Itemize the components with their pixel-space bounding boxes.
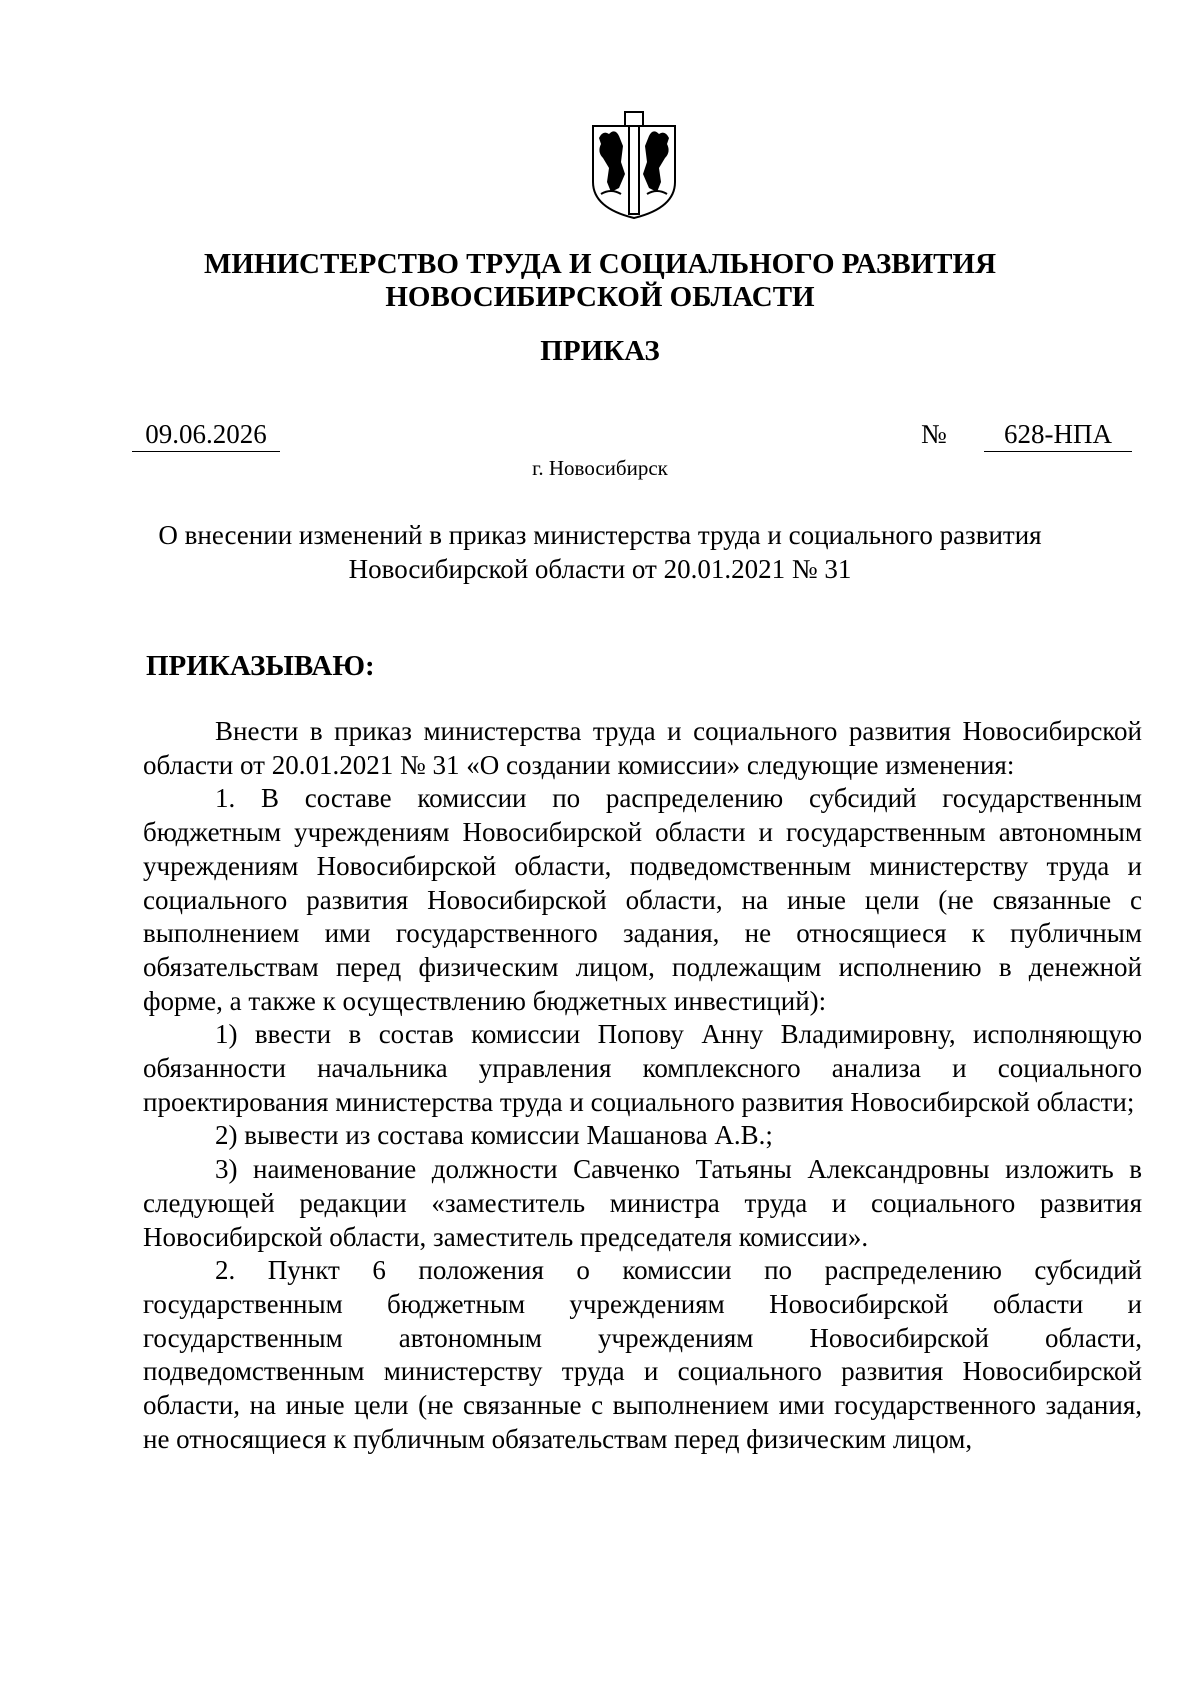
order-date: 09.06.2026 — [132, 418, 280, 452]
coat-of-arms-icon — [587, 110, 681, 220]
body-paragraph: 2. Пункт 6 положения о комиссии по распределению субсидий государственным бюджетным учреждениям Новосибирской области и государственным автономным учреждениям Новосибирской области, подведомственным министерству труда и социального развития Новосибирской области, на иные цели (не связанные с выполнением ими государственного задания, не относящиеся к публичным обязательствам перед физическим лицом, — [143, 1255, 1142, 1454]
body-paragraph: 1) ввести в состав комиссии Попову Анну Владимировну, исполняющую обязанности начальника управления комплексного анализа и социального проектирования министерства труда и социального развития Новосибирской области; — [143, 1019, 1142, 1117]
ministry-name-line-1: МИНИСТЕРСТВО ТРУДА И СОЦИАЛЬНОГО РАЗВИТИЯ — [203, 248, 997, 280]
number-sign: № — [921, 419, 947, 449]
subject-line-1: О внесении изменений в приказ министерства труда и социального развития — [158, 520, 1042, 550]
order-subject — [120, 518, 1080, 586]
body-paragraph: 1. В составе комиссии по распределению субсидий государственным бюджетным учреждениям Новосибирской области и государственным автономным учреждениям Новосибирской области, подведомственным министерству труда и социального развития Новосибирской области, на иные цели (не связанные с выполнением ими государственного задания, не относящиеся к публичным обязательствам перед физическим лицом, подлежащим исполнению в денежной форме, а также к осуществлению бюджетных инвестиций): — [143, 783, 1142, 1016]
subject-line-2: Новосибирской области от 20.01.2021 № 31 — [348, 554, 852, 584]
document-type-title: ПРИКАЗ — [540, 335, 660, 367]
body-paragraph: 3) наименование должности Савченко Татьяны Александровны изложить в следующей редакции «заместитель министра труда и социального развития Новосибирской области, заместитель председателя комиссии». — [143, 1154, 1142, 1252]
ministry-name — [0, 248, 1200, 314]
body-paragraph: 2) вывести из состава комиссии Машанова А.В.; — [215, 1120, 773, 1151]
ministry-name-line-2: НОВОСИБИРСКОЙ ОБЛАСТИ — [385, 281, 815, 313]
city-label: г. Новосибирск — [532, 456, 668, 480]
order-number: 628-НПА — [984, 418, 1132, 452]
body-paragraph: Внести в приказ министерства труда и социального развития Новосибирской области от 20.01.2021 № 31 «О создании комиссии» следующие изменения: — [143, 716, 1142, 780]
order-heading: ПРИКАЗЫВАЮ: — [146, 650, 375, 682]
order-body — [143, 715, 1142, 1456]
